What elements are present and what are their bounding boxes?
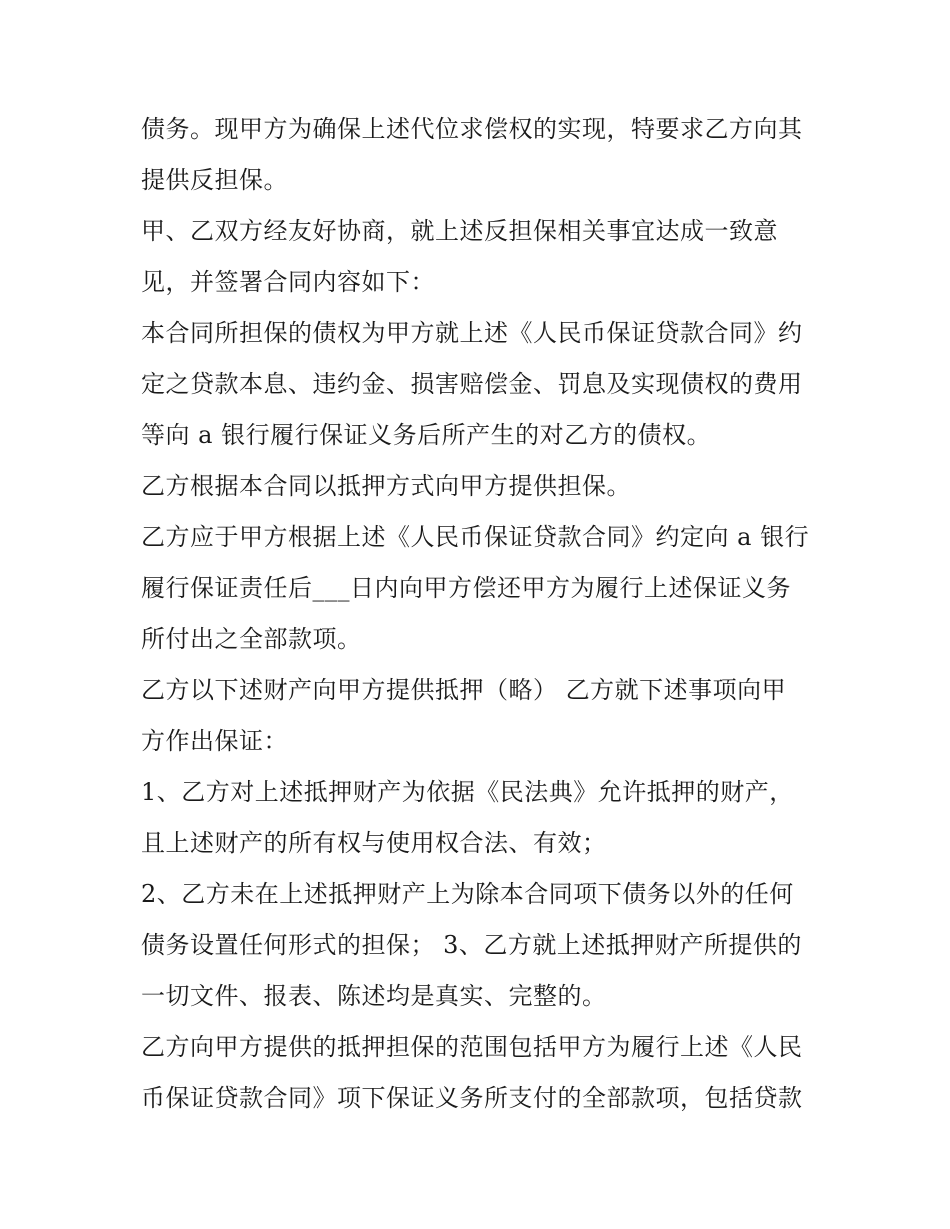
- text-line: 乙方向甲方提供的抵押担保的范围包括甲方为履行上述《人民: [141, 1033, 803, 1061]
- text-line: 本合同所担保的债权为甲方就上述《人民币保证贷款合同》约: [141, 319, 803, 347]
- text-line: 乙方以下述财产向甲方提供抵押（略） 乙方就下述事项向甲: [141, 676, 787, 704]
- text-line: 方作出保证：: [141, 727, 288, 755]
- text-line: 定之贷款本息、违约金、损害赔偿金、罚息及实现债权的费用: [141, 370, 803, 398]
- text-line: 见，并签署合同内容如下：: [141, 268, 435, 296]
- text-line: 甲、乙双方经友好协商，就上述反担保相关事宜达成一致意: [141, 217, 778, 245]
- text-line: 2、乙方未在上述抵押财产上为除本合同项下债务以外的任何: [141, 880, 794, 908]
- text-line: 履行保证责任后___日内向甲方偿还甲方为履行上述保证义务: [141, 574, 791, 602]
- text-line: 1、乙方对上述抵押财产为依据《民法典》允许抵押的财产，: [141, 778, 794, 806]
- text-line: 且上述财产的所有权与使用权合法、有效；: [141, 829, 607, 857]
- text-line: 一切文件、报表、陈述均是真实、完整的。: [141, 982, 607, 1010]
- document-body: [141, 104, 821, 1124]
- text-line: 乙方根据本合同以抵押方式向甲方提供担保。: [141, 472, 631, 500]
- text-line: 币保证贷款合同》项下保证义务所支付的全部款项，包括贷款: [141, 1084, 803, 1112]
- text-line: 债务。现甲方为确保上述代位求偿权的实现，特要求乙方向其: [141, 115, 803, 143]
- text-line: 等向 a 银行履行保证义务后所产生的对乙方的债权。: [141, 421, 712, 449]
- text-line: 债务设置任何形式的担保； 3、乙方就上述抵押财产所提供的: [141, 931, 802, 959]
- text-line: 提供反担保。: [141, 166, 288, 194]
- text-line: 乙方应于甲方根据上述《人民币保证贷款合同》约定向 a 银行: [141, 523, 810, 551]
- text-line: 所付出之全部款项。: [141, 625, 362, 653]
